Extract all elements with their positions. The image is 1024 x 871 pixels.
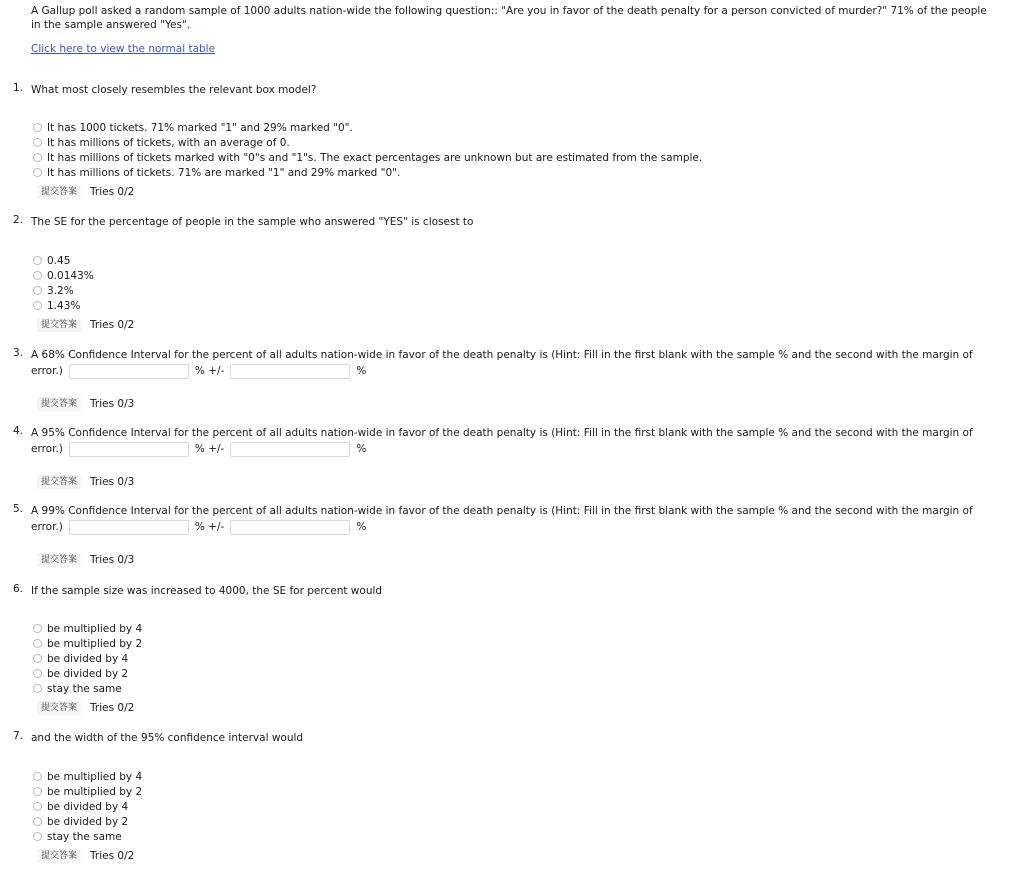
percent-label: % [356,443,367,455]
tries-counter: Tries 0/2 [90,849,135,862]
option-label: stay the same [47,830,122,843]
option-label: be divided by 2 [47,815,129,828]
radio-button[interactable] [33,772,42,781]
question-text: The SE for the percentage of people in the sample who answered "YES" is closest to [31,216,474,228]
radio-button[interactable] [33,639,42,648]
answer-option[interactable] [33,799,128,814]
question-text-continued: error.) [31,521,63,533]
option-label: 1.43% [47,299,81,312]
submit-answer-button[interactable]: 提交答案 [37,318,81,332]
answer-option[interactable] [33,784,142,799]
answer-option[interactable] [33,165,400,180]
submit-answer-button[interactable]: 提交答案 [37,397,81,411]
tries-counter: Tries 0/2 [90,701,135,714]
question-text: What most closely resembles the relevant box model? [31,84,317,96]
question-text: A 95% Confidence Interval for the percent of all adults nation-wide in favor of the death penalty is (Hint: Fill in the first blank with the sample % and the second with the margin of [31,427,973,439]
percent-label: % [356,365,367,377]
option-label: be divided by 4 [47,800,129,813]
radio-button[interactable] [33,802,42,811]
submit-answer-button[interactable]: 提交答案 [37,553,81,567]
radio-button[interactable] [33,286,42,295]
radio-button[interactable] [33,669,42,678]
answer-option[interactable] [33,681,122,696]
tries-counter: Tries 0/3 [90,397,135,410]
normal-table-link[interactable]: Click here to view the normal table [31,43,216,55]
question-number: 4. [13,425,24,437]
answer-option[interactable] [33,120,353,135]
answer-option[interactable] [33,651,128,666]
radio-button[interactable] [33,123,42,132]
question-number: 2. [13,214,24,226]
radio-button[interactable] [33,138,42,147]
option-label: It has millions of tickets. 71% are marked "1" and 29% marked "0". [47,166,401,179]
option-label: be multiplied by 4 [47,622,143,635]
question-number: 7. [13,730,24,742]
question-number: 5. [13,503,24,515]
radio-button[interactable] [33,684,42,693]
answer-option[interactable] [33,150,702,165]
radio-button[interactable] [33,624,42,633]
option-label: be multiplied by 4 [47,770,143,783]
question-text: If the sample size was increased to 4000, the SE for percent would [31,585,383,597]
option-label: be divided by 4 [47,652,129,665]
option-label: 0.0143% [47,269,94,282]
option-label: stay the same [47,682,122,695]
radio-button[interactable] [33,271,42,280]
answer-option[interactable] [33,283,74,298]
answer-option[interactable] [33,814,128,829]
sample-percent-input[interactable] [69,520,189,535]
radio-button[interactable] [33,817,42,826]
answer-option[interactable] [33,268,94,283]
option-label: 0.45 [47,254,71,267]
tries-counter: Tries 0/2 [90,185,135,198]
question-text-continued: error.) [31,443,63,455]
option-label: 3.2% [47,284,74,297]
radio-button[interactable] [33,153,42,162]
answer-option[interactable] [33,621,142,636]
margin-of-error-input[interactable] [230,520,350,535]
answer-option[interactable] [33,666,128,681]
question-text: and the width of the 95% confidence interval would [31,732,304,744]
submit-answer-button[interactable]: 提交答案 [37,701,81,715]
option-label: be multiplied by 2 [47,785,143,798]
option-label: It has millions of tickets marked with "0"s and "1"s. The exact percentages are unknown but are estimated from the sample. [47,151,703,164]
question-number: 1. [13,82,24,94]
margin-of-error-input[interactable] [230,364,350,379]
answer-option[interactable] [33,135,290,150]
tries-counter: Tries 0/3 [90,553,135,566]
radio-button[interactable] [33,168,42,177]
percent-label: % [356,521,367,533]
answer-option[interactable] [33,769,142,784]
sample-percent-input[interactable] [69,364,189,379]
margin-of-error-input[interactable] [230,442,350,457]
radio-button[interactable] [33,301,42,310]
question-text: A 99% Confidence Interval for the percent of all adults nation-wide in favor of the death penalty is (Hint: Fill in the first blank with the sample % and the second with the margin of [31,505,973,517]
question-number: 6. [13,583,24,595]
submit-answer-button[interactable]: 提交答案 [37,185,81,199]
plus-minus-label: % +/- [194,521,225,533]
plus-minus-label: % +/- [194,365,225,377]
answer-option[interactable] [33,636,142,651]
radio-button[interactable] [33,787,42,796]
submit-answer-button[interactable]: 提交答案 [37,475,81,489]
option-label: It has millions of tickets, with an average of 0. [47,136,290,149]
option-label: It has 1000 tickets. 71% marked "1" and 29% marked "0". [47,121,353,134]
answer-option[interactable] [33,253,70,268]
radio-button[interactable] [33,832,42,841]
radio-button[interactable] [33,256,42,265]
answer-option[interactable] [33,829,122,844]
option-label: be multiplied by 2 [47,637,143,650]
submit-answer-button[interactable]: 提交答案 [37,849,81,863]
intro-text: A Gallup poll asked a random sample of 1000 adults nation-wide the following question:: "Are you in favor of the death penalty for a person convicted of murder?" 71% of the people in the sample answered "Yes". [31,5,987,31]
question-number: 3. [13,347,24,359]
tries-counter: Tries 0/3 [90,475,135,488]
option-label: be divided by 2 [47,667,129,680]
sample-percent-input[interactable] [69,442,189,457]
question-text: A 68% Confidence Interval for the percent of all adults nation-wide in favor of the death penalty is (Hint: Fill in the first blank with the sample % and the second with the margin of [31,349,973,361]
question-text-continued: error.) [31,365,63,377]
plus-minus-label: % +/- [194,443,225,455]
tries-counter: Tries 0/2 [90,318,135,331]
answer-option[interactable] [33,298,80,313]
radio-button[interactable] [33,654,42,663]
